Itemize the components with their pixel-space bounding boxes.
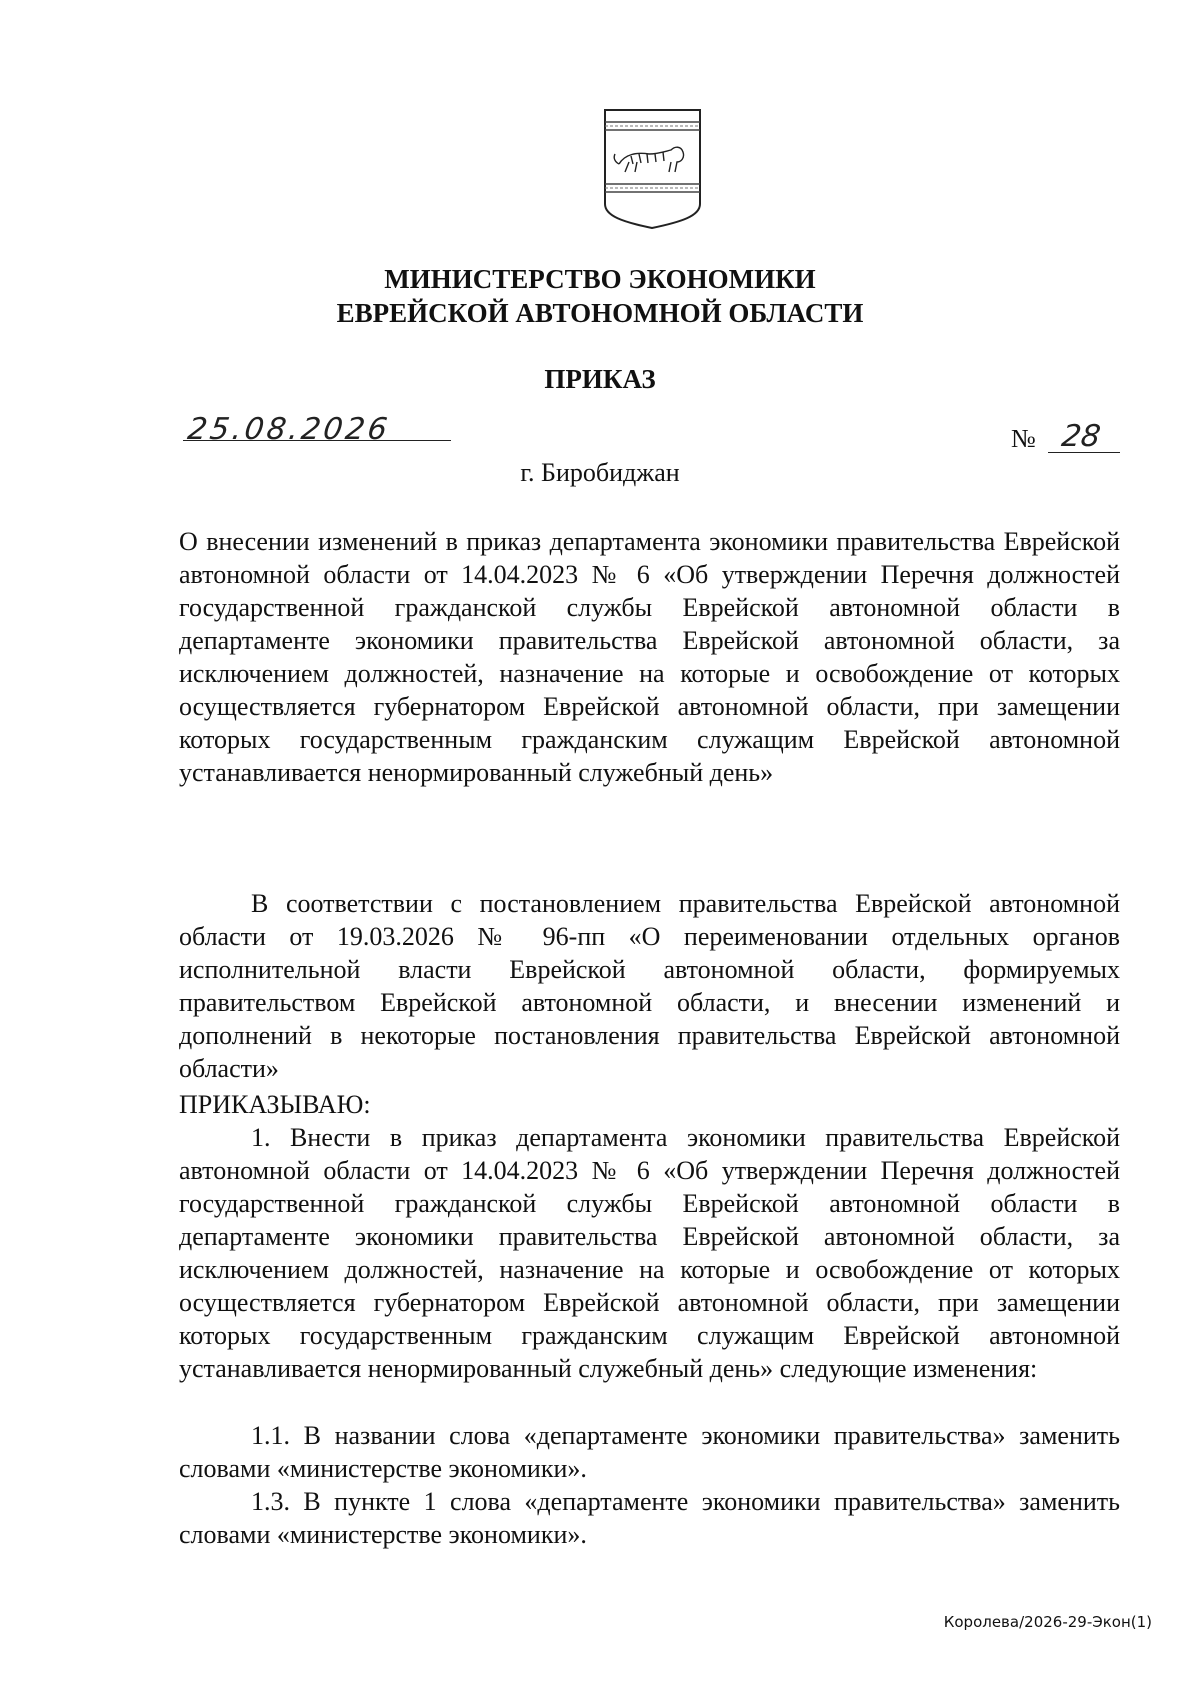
order-directive: ПРИКАЗЫВАЮ:	[179, 1090, 371, 1119]
handwritten-number: 28	[1059, 419, 1103, 454]
order-title: О внесении изменений в приказ департамента экономики правительства Еврейской автономной области от 14.04.2023 № 6 «Об утверждении Перечня должностей государственной гражданской службы Еврейской автономной области в департаменте экономики правительства Еврейской автономной области, за исключением должностей, назначение на которые и освобождение от которых осуществляется губернатором Еврейской автономной области, при замещении которых государственным гражданским служащим Еврейской автономной устанавливается ненормированный служебный день»	[179, 527, 1120, 787]
order-item-1-1: 1.1. В названии слова «департаменте экономики правительства» заменить словами «министерстве экономики».	[179, 1421, 1120, 1483]
coat-of-arms-emblem-icon	[601, 108, 704, 230]
ministry-name-line-1: МИНИСТЕРСТВО ЭКОНОМИКИ	[384, 264, 816, 294]
ministry-name-line-2: ЕВРЕЙСКОЙ АВТОНОМНОЙ ОБЛАСТИ	[336, 298, 864, 328]
city-name: г. Биробиджан	[520, 458, 680, 487]
order-item-1: 1. Внести в приказ департамента экономики правительства Еврейской автономной области от 14.04.2023 № 6 «Об утверждении Перечня должностей государственной гражданской службы Еврейской автономной области в департаменте экономики правительства Еврейской автономной области, за исключением должностей, назначение на которые и освобождение от которых осуществляется губернатором Еврейской автономной области, при замещении которых государственным гражданским служащим Еврейской автономной устанавливается ненормированный служебный день» следующие изменения:	[179, 1123, 1120, 1383]
preamble-paragraph: В соответствии с постановлением правительства Еврейской автономной области от 19.03.2026 № 96-пп «О переименовании отдельных органов исполнительной власти Еврейской автономной области, формируемых правительством Еврейской автономной области, и внесении изменений и дополнений в некоторые постановления правительства Еврейской автономной области»	[179, 889, 1120, 1083]
date-underline	[183, 440, 451, 441]
document-type: ПРИКАЗ	[544, 364, 656, 394]
handwritten-date: 25.08.2026	[185, 412, 393, 447]
footer-code: Королева/2026-29-Экон(1)	[943, 1613, 1152, 1631]
order-item-1-3: 1.3. В пункте 1 слова «департаменте экономики правительства» заменить словами «министерстве экономики».	[179, 1487, 1120, 1549]
number-label: №	[1011, 424, 1036, 453]
number-underline	[1048, 452, 1120, 453]
